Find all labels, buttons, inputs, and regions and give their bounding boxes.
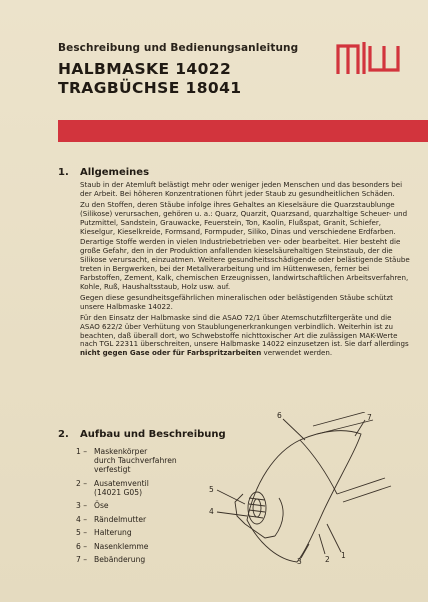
label-2: 2 <box>325 555 330 564</box>
label-7: 7 <box>367 413 372 422</box>
product-title-halbmaske: HALBMASKE 14022 <box>58 60 232 78</box>
regulations-warning: nicht gegen Gase oder für Farbspritzarbeiten <box>80 348 262 358</box>
section-2-number: 2. <box>58 429 69 440</box>
list-item: 3 – Öse <box>76 501 109 511</box>
list-item: 6 – Nasenklemme <box>76 541 149 551</box>
section-2-heading: Aufbau und Beschreibung <box>80 429 226 440</box>
paragraph-protection: Gegen diese gesundheitsgefährlichen mineralischen oder belästigenden Stäube schützt unsere Halbmaske 14022. <box>80 292 393 311</box>
label-3: 3 <box>297 557 302 566</box>
halbmaske-diagram <box>205 412 405 582</box>
paragraph-regulations <box>80 314 412 359</box>
red-color-band <box>58 120 428 142</box>
section-1-heading: Allgemeines <box>80 167 150 178</box>
regulations-text: Für den Einsatz der Halbmaske sind die ASAO 72/1 über Atemschutzfiltergeräte und die ASAO 622/2 über Verhütung von Staublungenerkrankungen verbindlich. Weiterhin ist zu beachten, daß überall dort, wo Schwebstoffe nichttoxischer Art die zulässigen MAK-Werte nach TGL 22311 überschreiten, unsere Halbmaske 14022 einzusetzen ist. Sie darf allerdings <box>80 312 409 349</box>
paragraph-industry: Derartige Stoffe werden in vielen Industriebetrieben ver- oder bearbeitet. Hier besteht die große Gefahr, den in der Produktion anfallenden kieselsäurehaltigen Steinstaub, der die Silikose verursacht, einzuatmen. Weitere gesundheitsschädigende oder belästigende Stäube treten in Bergwerken, bei der Metallverarbeitung und im Hüttenwesen, ferner bei Farbstoffen, Zement, Kalk, chemischen Erzeugnissen, landwirtschaftlichen Arbeitsverfahren, Kohle, Ruß, Haushaltsstaub, Holz usw. auf. <box>80 237 410 291</box>
mlw-logo <box>335 40 401 76</box>
list-item: 7 – Bebänderung <box>76 554 146 564</box>
section-1-body <box>80 181 412 358</box>
label-4: 4 <box>209 507 214 516</box>
list-item: 2 – Ausatemventil (14021 G05) <box>76 478 149 497</box>
product-title-tragbuechse: TRAGBÜCHSE 18041 <box>58 79 242 97</box>
list-item: 1 – Maskenkörper durch Tauchverfahren verfestigt <box>76 447 177 475</box>
paragraph-silikose: Zu den Stoffen, deren Stäube infolge ihres Gehaltes an Kieselsäure die Quarzstaublunge (Silikose) verursachen, gehören u. a.: Quarz, Quarzit, Quarzsand, quarzhaltige Scheuer- und Putzmittel, Sandstein, Grauwacke, Feuerstein, Ton, Kaolin, Flußspat, Granit, Schiefer, Kieselgur, Kieselkreide, Formsand, Formpuder, Siliko, Dinas und verschiedene Erdfarben. <box>80 199 408 236</box>
section-1-number: 1. <box>58 167 69 178</box>
label-1: 1 <box>341 551 346 560</box>
label-6: 6 <box>277 412 282 420</box>
parts-list <box>76 447 226 568</box>
document-subtitle: Beschreibung und Bedienungsanleitung <box>58 42 299 54</box>
label-5: 5 <box>209 485 214 494</box>
paragraph-intro: Staub in der Atemluft belästigt mehr oder weniger jeden Menschen und das besonders bei der Arbeit. Bei höheren Konzentrationen führt jeder Staub zu gesundheitlichen Schäden. <box>80 180 403 198</box>
regulations-text-end: verwendet werden. <box>263 348 333 358</box>
list-item: 4 – Rändelmutter <box>76 514 147 524</box>
list-item: 5 – Halterung <box>76 528 132 538</box>
